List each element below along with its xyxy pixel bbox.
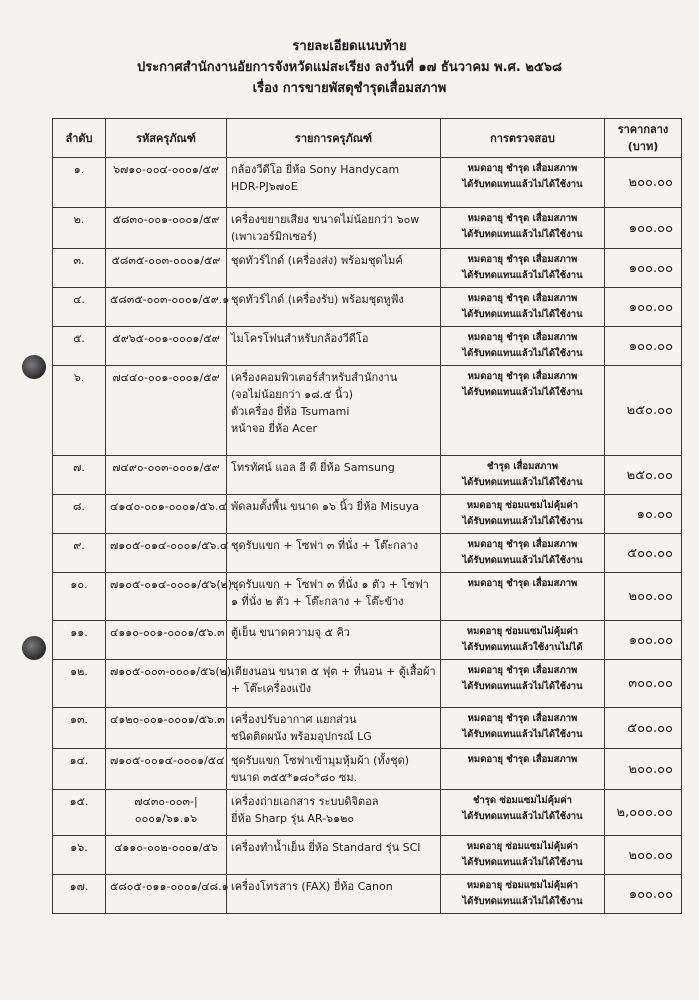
inspection-result — [441, 456, 605, 495]
inspection-line: หมดอายุ ชำรุด เสื่อมสภาพ — [467, 163, 578, 174]
row-number: ๓. — [53, 249, 106, 288]
reference-price: ๒๕๐.๐๐ — [605, 366, 682, 456]
item-line: ยี่ห้อ Sharp รุ่น AR-๖๑๒๐ — [231, 812, 355, 825]
table-row — [53, 327, 682, 366]
item-line: + โต๊ะเครื่องแป้ง — [231, 682, 312, 695]
reference-price: ๒๐๐.๐๐ — [605, 573, 682, 621]
row-number: ๕. — [53, 327, 106, 366]
col-header-item: รายการครุภัณฑ์ — [227, 119, 441, 158]
col-header-price-label: ราคากลาง — [617, 123, 669, 136]
item-description — [227, 534, 441, 573]
row-number: ๑๗. — [53, 875, 106, 914]
punch-hole-top — [22, 355, 46, 379]
inspection-line: หมดอายุ ชำรุด เสื่อมสภาพ — [467, 213, 578, 224]
item-line: ตู้เย็น ขนาดความจุ ๕ คิว — [231, 626, 350, 639]
item-line: เตียงนอน ขนาด ๕ ฟุต + ที่นอน + ตู้เสื้อผ้า — [231, 665, 436, 678]
inspection-line: หมดอายุ ชำรุด เสื่อมสภาพ — [467, 293, 578, 304]
inspection-line: ได้รับทดแทนแล้วไม่ได้ใช้งาน — [462, 516, 583, 527]
item-description — [227, 208, 441, 249]
item-description — [227, 573, 441, 621]
item-line: กล้องวีดีโอ ยี่ห้อ Sony Handycam — [231, 163, 400, 176]
item-description — [227, 749, 441, 790]
reference-price: ๕๐๐.๐๐ — [605, 708, 682, 749]
item-line: เครื่องโทรสาร (FAX) ยี่ห้อ Canon — [231, 880, 393, 893]
header-subject: เรื่อง การขายพัสดุชำรุดเสื่อมสภาพ — [252, 81, 447, 96]
asset-code: ๗๑๐๕-๐๐๑๔-๐๐๐๑/๕๔ — [106, 749, 227, 790]
item-line: ๑ ที่นั่ง ๒ ตัว + โต๊ะกลาง + โต๊ะข้าง — [231, 595, 404, 608]
row-number: ๑๔. — [53, 749, 106, 790]
item-line: (จอไม่น้อยกว่า ๑๘.๕ นิ้ว) — [231, 388, 353, 401]
table-row — [53, 534, 682, 573]
inspection-line: ชำรุด เสื่อมสภาพ — [486, 461, 559, 472]
item-line: เครื่องถ่ายเอกสาร ระบบดิจิตอล — [231, 795, 379, 808]
asset-code: ๕๘๓๐-๐๐๑-๐๐๐๑/๕๙ — [106, 208, 227, 249]
item-line: ไมโครโฟนสำหรับกล้องวีดีโอ — [231, 332, 369, 345]
table-row — [53, 708, 682, 749]
table-row — [53, 456, 682, 495]
item-description — [227, 621, 441, 660]
asset-code: ๗๑๐๕-๐๑๔-๐๐๐๑/๕๖(๒) — [106, 573, 227, 621]
asset-code: ๕๘๓๕-๐๐๓-๐๐๐๑/๕๙ — [106, 249, 227, 288]
inspection-line: ได้รับทดแทนแล้วไม่ได้ใช้งาน — [462, 477, 583, 488]
inspection-line: หมดอายุ ชำรุด เสื่อมสภาพ — [467, 578, 578, 589]
asset-code: ๖๗๑๐-๐๐๔-๐๐๐๑/๕๙ — [106, 158, 227, 208]
item-line: ชุดรับแขก โซฟาเข้ามุมหุ้มผ้า (ทั้งชุด) — [231, 754, 409, 767]
reference-price: ๕๐๐.๐๐ — [605, 534, 682, 573]
asset-code: ๔๑๔๐-๐๐๑-๐๐๐๑/๕๖.๔ — [106, 495, 227, 534]
table-row — [53, 158, 682, 208]
reference-price: ๒๕๐.๐๐ — [605, 456, 682, 495]
asset-code: ๔๑๒๐-๐๐๑-๐๐๐๑/๕๖.๓ — [106, 708, 227, 749]
inspection-result — [441, 790, 605, 836]
row-number: ๙. — [53, 534, 106, 573]
row-number: ๑๖. — [53, 836, 106, 875]
header-title: รายละเอียดแนบท้าย — [292, 39, 407, 54]
item-description — [227, 249, 441, 288]
table-row — [53, 573, 682, 621]
table-row — [53, 208, 682, 249]
inspection-line: หมดอายุ ชำรุด เสื่อมสภาพ — [467, 713, 578, 724]
row-number: ๑๐. — [53, 573, 106, 621]
col-header-price-unit: (บาท) — [627, 140, 659, 153]
inspection-line: ชำรุด ซ่อมแซมไม่คุ้มค่า — [473, 795, 572, 806]
item-description — [227, 875, 441, 914]
table-row — [53, 836, 682, 875]
item-description — [227, 327, 441, 366]
reference-price: ๒๐๐.๐๐ — [605, 836, 682, 875]
item-line: ชุดรับแขก + โซฟา ๓ ที่นั่ง + โต๊ะกลาง — [231, 539, 419, 552]
inspection-line: ได้รับทดแทนแล้วไม่ได้ใช้งาน — [462, 681, 583, 692]
asset-code: ๗๑๐๕-๐๐๓-๐๐๐๑/๕๖(๒) — [106, 660, 227, 708]
inspection-line: ได้รับทดแทนแล้วไม่ได้ใช้งาน — [462, 348, 583, 359]
inspection-result — [441, 621, 605, 660]
inspection-result — [441, 249, 605, 288]
item-description — [227, 158, 441, 208]
inspection-line: ได้รับทดแทนแล้วไม่ได้ใช้งาน — [462, 896, 583, 907]
row-number: ๑๑. — [53, 621, 106, 660]
item-line: ชุดทัวร์ไกด์ (เครื่องรับ) พร้อมชุดหูฟัง — [231, 293, 404, 306]
col-header-price — [605, 119, 682, 158]
reference-price: ๑๐๐.๐๐ — [605, 327, 682, 366]
asset-code: ๗๔๔๐-๐๐๑-๐๐๐๑/๕๙ — [106, 366, 227, 456]
table-row — [53, 495, 682, 534]
inspection-result — [441, 875, 605, 914]
inspection-result — [441, 708, 605, 749]
table-row — [53, 875, 682, 914]
row-number: ๑๒. — [53, 660, 106, 708]
inspection-result — [441, 158, 605, 208]
row-number: ๘. — [53, 495, 106, 534]
row-number: ๔. — [53, 288, 106, 327]
col-header-code: รหัสครุภัณฑ์ — [106, 119, 227, 158]
item-description — [227, 288, 441, 327]
inspection-result — [441, 573, 605, 621]
reference-price: ๓๐๐.๐๐ — [605, 660, 682, 708]
row-number: ๒. — [53, 208, 106, 249]
table-row — [53, 366, 682, 456]
item-line: เครื่องปรับอากาศ แยกส่วน — [231, 713, 357, 726]
inspection-result — [441, 495, 605, 534]
asset-code: ๔๑๑๐-๐๐๑-๐๐๐๑/๕๖.๓ — [106, 621, 227, 660]
item-line: ชุดทัวร์ไกด์ (เครื่องส่ง) พร้อมชุดไมค์ — [231, 254, 403, 267]
asset-code: ๕๘๐๕-๐๑๑-๐๐๐๑/๔๘.๑ — [106, 875, 227, 914]
inspection-line: ได้รับทดแทนแล้วไม่ได้ใช้งาน — [462, 555, 583, 566]
asset-code: ๗๔๙๐-๐๐๓-๐๐๐๑/๕๙ — [106, 456, 227, 495]
reference-price: ๑๐๐.๐๐ — [605, 288, 682, 327]
inspection-result — [441, 208, 605, 249]
asset-code: ๗๑๐๕-๐๑๔-๐๐๐๑/๕๖.๔ — [106, 534, 227, 573]
document-header — [0, 36, 699, 99]
inspection-result — [441, 288, 605, 327]
inspection-line: ได้รับทดแทนแล้วไม่ได้ใช้งาน — [462, 309, 583, 320]
inspection-line: หมดอายุ ชำรุด เสื่อมสภาพ — [467, 254, 578, 265]
reference-price: ๒๐๐.๐๐ — [605, 749, 682, 790]
item-description — [227, 495, 441, 534]
item-description — [227, 660, 441, 708]
inspection-line: ได้รับทดแทนแล้วไม่ได้ใช้งาน — [462, 179, 583, 190]
table-row — [53, 749, 682, 790]
row-number: ๑๓. — [53, 708, 106, 749]
reference-price: ๑๐.๐๐ — [605, 495, 682, 534]
inspection-line: หมดอายุ ชำรุด เสื่อมสภาพ — [467, 371, 578, 382]
inspection-line: ได้รับทดแทนแล้วไม่ได้ใช้งาน — [462, 857, 583, 868]
asset-code: ๕๘๓๕-๐๐๓-๐๐๐๑/๕๙.๑ — [106, 288, 227, 327]
table-row — [53, 790, 682, 836]
item-line: เครื่องขยายเสียง ขนาดไม่น้อยกว่า ๖๐w — [231, 213, 420, 226]
item-description — [227, 790, 441, 836]
item-description — [227, 836, 441, 875]
table-header-row — [53, 119, 682, 158]
inspection-line: ได้รับทดแทนแล้วไม่ได้ใช้งาน — [462, 729, 583, 740]
reference-price: ๒๐๐.๐๐ — [605, 158, 682, 208]
item-description — [227, 456, 441, 495]
reference-price: ๑๐๐.๐๐ — [605, 249, 682, 288]
item-line: ตัวเครื่อง ยี่ห้อ Tsumami — [231, 405, 350, 418]
row-number: ๑. — [53, 158, 106, 208]
table-row — [53, 621, 682, 660]
inspection-line: หมดอายุ ชำรุด เสื่อมสภาพ — [467, 539, 578, 550]
item-line: ขนาด ๓๕๕*๑๘๐*๘๐ ซม. — [231, 771, 358, 784]
item-line: HDR-PJ๖๗๐E — [231, 180, 298, 193]
items-table — [52, 118, 682, 914]
reference-price: ๑๐๐.๐๐ — [605, 208, 682, 249]
col-header-check: การตรวจสอบ — [441, 119, 605, 158]
asset-code: ๕๙๖๕-๐๐๑-๐๐๐๑/๕๙ — [106, 327, 227, 366]
item-description — [227, 708, 441, 749]
inspection-result — [441, 327, 605, 366]
item-line: ชนิดติดผนัง พร้อมอุปกรณ์ LG — [231, 730, 372, 743]
reference-price: ๑๐๐.๐๐ — [605, 621, 682, 660]
row-number: ๗. — [53, 456, 106, 495]
item-line: หน้าจอ ยี่ห้อ Acer — [231, 422, 317, 435]
item-line: เครื่องคอมพิวเตอร์สำหรับสำนักงาน — [231, 371, 398, 384]
table-row — [53, 249, 682, 288]
inspection-result — [441, 660, 605, 708]
item-line: เครื่องทำน้ำเย็น ยี่ห้อ Standard รุ่น SCI — [231, 841, 421, 854]
inspection-line: หมดอายุ ชำรุด เสื่อมสภาพ — [467, 754, 578, 765]
col-header-no: ลำดับ — [53, 119, 106, 158]
inspection-result — [441, 836, 605, 875]
reference-price: ๑๐๐.๐๐ — [605, 875, 682, 914]
asset-code: ๗๔๓๐-๐๐๓-|๐๐๐๑/๖๑.๑๖ — [106, 790, 227, 836]
item-line: พัดลมตั้งพื้น ขนาด ๑๖ นิ้ว ยี่ห้อ Misuya — [231, 500, 419, 513]
item-description — [227, 366, 441, 456]
inspection-result — [441, 534, 605, 573]
inspection-line: หมดอายุ ชำรุด เสื่อมสภาพ — [467, 665, 578, 676]
row-number: ๑๕. — [53, 790, 106, 836]
row-number: ๖. — [53, 366, 106, 456]
item-line: (เพาเวอร์มิกเซอร์) — [231, 230, 317, 243]
header-announcement: ประกาศสำนักงานอัยการจังหวัดแม่สะเรียง ลงวันที่ ๑๗ ธันวาคม พ.ศ. ๒๕๖๘ — [136, 60, 563, 75]
inspection-line: หมดอายุ ซ่อมแซมไม่คุ้มค่า — [466, 880, 579, 891]
item-line: โทรทัศน์ แอล อี ดี ยี่ห้อ Samsung — [231, 461, 395, 474]
inspection-line: ได้รับทดแทนแล้วไม่ได้ใช้งาน — [462, 270, 583, 281]
item-line: ชุดรับแขก + โซฟา ๓ ที่นั่ง ๑ ตัว + โซฟา — [231, 578, 429, 591]
punch-hole-bottom — [22, 636, 46, 660]
inspection-line: หมดอายุ ชำรุด เสื่อมสภาพ — [467, 332, 578, 343]
table-row — [53, 660, 682, 708]
reference-price: ๒,๐๐๐.๐๐ — [605, 790, 682, 836]
table-row — [53, 288, 682, 327]
inspection-line: หมดอายุ ซ่อมแซมไม่คุ้มค่า — [466, 500, 579, 511]
inspection-line: หมดอายุ ซ่อมแซมไม่คุ้มค่า — [466, 841, 579, 852]
asset-code: ๔๑๑๐-๐๐๒-๐๐๐๑/๕๖ — [106, 836, 227, 875]
inspection-line: ได้รับทดแทนแล้วไม่ได้ใช้งาน — [462, 811, 583, 822]
inspection-line: หมดอายุ ซ่อมแซมไม่คุ้มค่า — [466, 626, 579, 637]
inspection-line: ได้รับทดแทนแล้วไม่ได้ใช้งาน — [462, 229, 583, 240]
inspection-result — [441, 749, 605, 790]
inspection-result — [441, 366, 605, 456]
inspection-line: ได้รับทดแทนแล้วไม่ได้ใช้งาน — [462, 387, 583, 398]
inspection-line: ได้รับทดแทนแล้วใช้งานไม่ได้ — [462, 642, 583, 653]
